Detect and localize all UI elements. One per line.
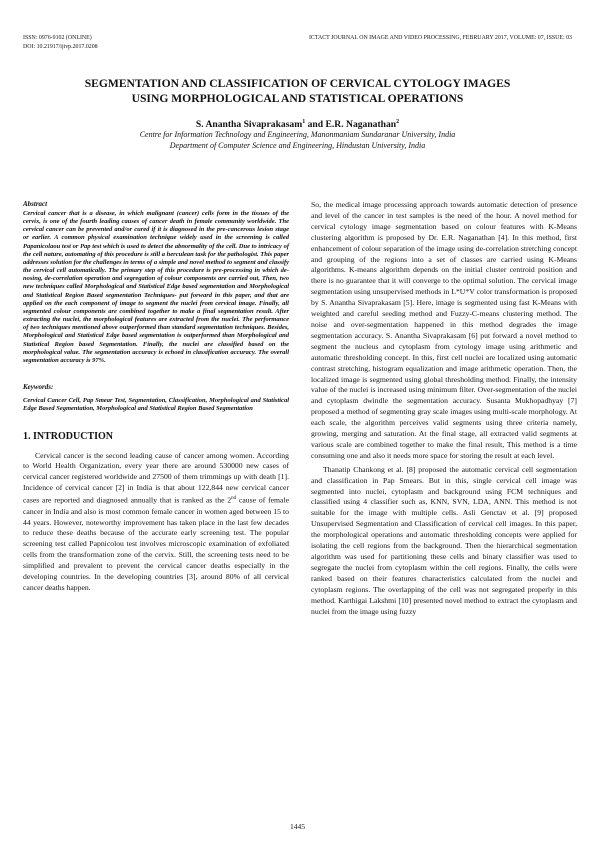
ordinal-superscript: nd	[231, 496, 237, 502]
author-2-marker: 2	[396, 119, 400, 125]
author-1: S. Anantha Sivaprakasam	[195, 119, 303, 131]
abstract-text: Cervical cancer that is a disease, in which malignant (cancer) cells form in the tissues of the cervix, is one of the fourth leading causes of cancer death in female community worldwide. The cervical cancer can be prevented and/or cured if it is diagnosed in the pre-cancerous lesion stage or earlier. A common physical examination technique widely used in the screening is called Papanicolaou test or Pap test which is used to detect the abnormality of the cell. Due to intricacy of the cell nature, automating of this procedure is still a herculean task for the pathologist. This paper addresses solution for the challenges in terms of a simple and novel method to segment and classify the cervical cell automatically. The primary step of this procedure is pre-processing in which de-nosing, de-correlation operation and segregation of colour components are carried out, Then, two new techniques called Morphological and Statistical Edge based segmentation and Morphological and Statistical Region Based segmentation Techniques- put forward in this paper, and that are applied on the each component of image to segment the nuclei from cervical image. Finally, all segmented colour components are combined together to make a final segmentation result. After extracting the nuclei, the morphological features are extracted from the nuclei. The performance of two techniques mentioned above outperformed than standard segmentation techniques. Besides, Morphological and Statistical Edge based segmentation is outperformed than Morphological and Statistical Region based Segmentation. Finally, the nuclei are classified based on the morphological value. The segmentation accuracy is echoed in classification accuracy. The overall segmentation accuracy is 97%.	[23, 210, 289, 364]
left-column	[23, 200, 289, 594]
issn-text: ISSN: 0976-9102 (ONLINE)	[23, 35, 92, 41]
header-left	[23, 34, 98, 52]
affiliation-1: Centre for Information Technology and Engineering, Manonmaniam Sundaranar University, India	[139, 130, 456, 139]
intro-text-part-1: Cervical cancer is the second leading cause of cancer among women. According to World Health Organization, every year there are around 530000 new cases of cervical cancer registered worldwide and 27500 of them trimmings up with death [1]. Incidence of cervical cancer [2] in India is that about 122,844 new cervical cancer cases are reported and diagnosed annually that is ranked as the 2	[23, 450, 289, 505]
doi-text: DOI: 10.21917/ijivp.2017.0208	[23, 44, 98, 50]
page-number: 1445	[290, 822, 305, 831]
author-1-marker: 1	[302, 119, 306, 125]
intro-text-part-2: cause of female cancer in India and also is most common female cancer in women aged between 15 to 44 years. However, noteworthy improvement has taken place in the last few decades to reduce these deaths because of the accurate early screening test. The popular screening test called Papnicolou test involves microscopic examination of exfoliated cells from the transformation zone of the cervix. Still, the screening tests need to be simplified and prevalent to prevent the cervical cancer deaths especially in the developing countries. In the developing countries [3], around 80% of all cervical cancer deaths happen.	[23, 495, 289, 592]
affiliations	[20, 130, 575, 151]
title-line-2: USING MORPHOLOGICAL AND STATISTICAL OPERATIONS	[131, 92, 464, 105]
right-column	[311, 200, 577, 617]
introduction-paragraph	[23, 451, 289, 594]
author-2: E.R. Naganathan	[325, 119, 397, 131]
paper-title	[20, 76, 575, 106]
abstract-heading: Abstract	[23, 200, 48, 208]
section-heading-introduction: 1. INTRODUCTION	[23, 430, 114, 442]
author-list	[20, 116, 575, 131]
right-paragraph-1: So, the medical image processing approach towards automatic detection of presence and level of the cancer in test samples is the need of the hour. A novel method for cervical cytology image segmentation based on colour features with K-Means clustering algorithm is proposed by Dr. E.R. Naganathan [4]. In this method, first enhancement of colour separation of the image using de-correlation stretching concept and grouping of the regions into a set of classes are carried using K-Means algorithms. K-means algorithm depends on the initial cluster centroid position and there is no guarantee that it will converge to the optimal solution. The cervical image segmentation using unsupervised methods in L*U*V color transformation is proposed by S. Anantha Sivaprakasam [5]. Here, image is segmented using fast K-Means with weighted and careful seeding method and Fuzzy-C-means clustering method. The noise and over-segmentation happened in this method degrades the image segmentation accuracy. S. Anantha Sivaprakasam [6] put forward a novel method to segment the nucleus and cytoplasm from cytology image using arithmetic and automatic thresholding concept. In this, first cell nuclei are localized using automatic contrast stretching, histogram equalization and image arithmetic operation. Then, the localized image is segmented using global thresholding method. Finally, the intensity value of the nuclei is increased using minimum filter. Over-segmentation of the nuclei and cytoplasm dwindle the segmentation accuracy. Susanta Mukhopadhyay [7] proposed a method of segmenting gray scale images using multi-scale morphology. At each scale, the algorithm perceives valid segments using three criteria namely, growing, merging and saturation. At the final stage, all extracted valid segments at various scale are combined together to make the final result, This method is a time consuming one and also it needs more space for storing the result at each level.	[311, 200, 577, 460]
title-line-1: SEGMENTATION AND CLASSIFICATION OF CERVICAL CYTOLOGY IMAGES	[84, 77, 511, 90]
right-paragraph-2: Thanatip Chankong et al. [8] proposed the automatic cervical cell segmentation and classification in Pap Smears. But in this, single cervical cell image was segmented into nuclei, cytoplasm and background using FCM techniques and classified using 4 classifier such as, KNN, SVN, LDA, ANN. This method is not suitable for the image with multiple cells. Asli Genctav et al. [9] proposed Unsupervised Segmentation and Classification of cervical cell images. In this paper, the morphological operations and automatic thresholding concepts were applied for isolating the cell regions from the background. Then the hierarchical segmentation algorithm was used for partitioning these cells and binary classifier was used to segregate the nuclei from cytoplasm within the cell regions. Finally, the cells were ranked based on their features characteristics calculated from the nuclei and cytoplasm regions. The overlapping of the cell was not segregated properly in this method. Karthigai Lakshmi [10] presented novel method to extract the cytoplasm and nuclei from the image using fuzzy	[311, 464, 577, 616]
keywords-text: Cervical Cancer Cell, Pap Smear Test, Segmentation, Classification, Morphological and Statistical Edge Based Segmentation, Morphological and Statistical Region Based Segmentation	[23, 396, 289, 413]
author-conjunction: and	[305, 119, 326, 131]
affiliation-2: Department of Computer Science and Engineering, Hindustan University, India	[169, 140, 426, 150]
journal-header: ICTACT JOURNAL ON IMAGE AND VIDEO PROCESSING, FEBRUARY 2017, VOLUME: 07, ISSUE: 03	[308, 35, 572, 41]
keywords-heading: Keywords:	[23, 382, 54, 391]
